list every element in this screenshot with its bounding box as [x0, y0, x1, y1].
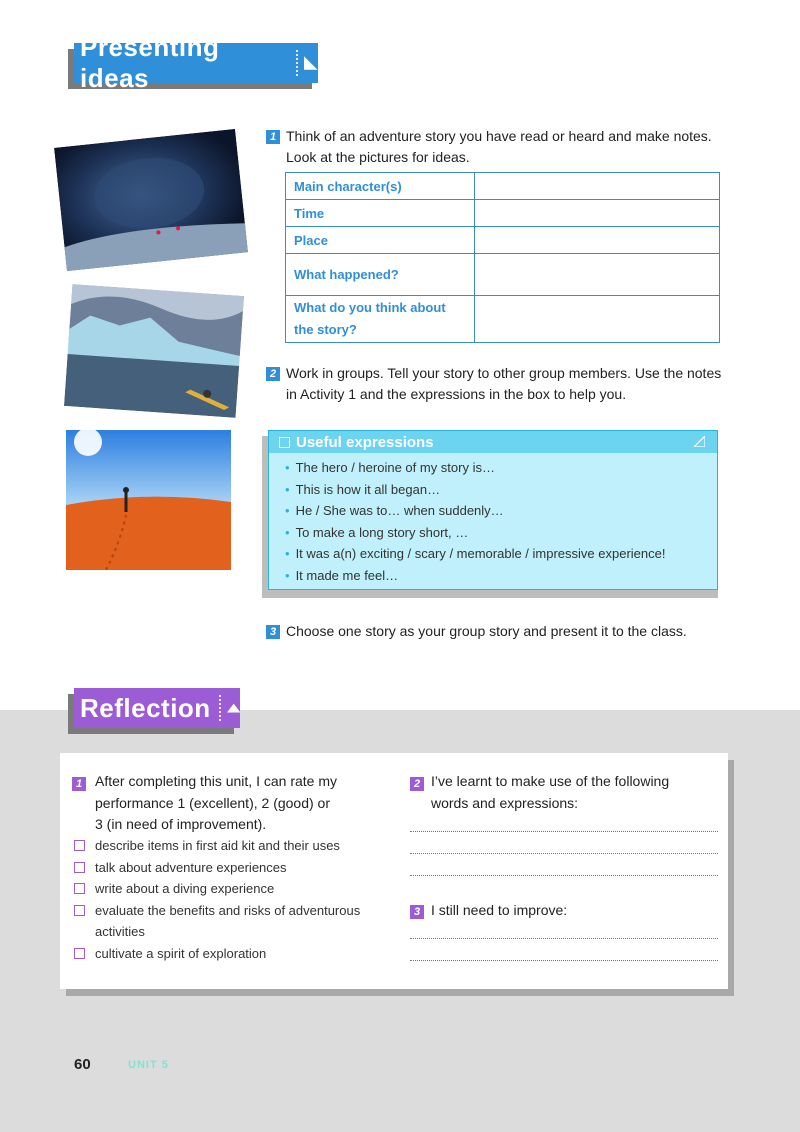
- useful-expressions-header: [269, 431, 717, 453]
- table-row: [286, 173, 720, 200]
- checkbox[interactable]: [74, 840, 85, 851]
- row-label: Main character(s): [286, 173, 475, 200]
- reflection-banner: [74, 688, 240, 728]
- reflection-q3-number: 3: [410, 905, 424, 919]
- checklist-item[interactable]: cultivate a spirit of exploration: [74, 943, 394, 965]
- skills-checklist: [74, 835, 394, 964]
- reflection-q1-number: 1: [72, 777, 86, 791]
- answer-line[interactable]: [410, 875, 718, 876]
- expressions-list: [269, 457, 717, 586]
- list-item: • The hero / heroine of my story is…: [285, 460, 495, 475]
- reflection-q1-text: After completing this unit, I can rate my performance 1 (excellent), 2 (good) or 3 (in need of improvement).: [95, 773, 337, 832]
- answer-line[interactable]: [410, 831, 718, 832]
- checkbox[interactable]: [74, 948, 85, 959]
- desert-trekker-photo: [66, 430, 231, 570]
- activity-2-instructions: Work in groups. Tell your story to other group members. Use the notes in Activity 1 and the expressions in the box to help you.: [286, 365, 722, 402]
- list-item: • It was a(n) exciting / scary / memorable / impressive experience!: [285, 546, 666, 561]
- checkbox[interactable]: [74, 883, 85, 894]
- useful-expressions-box: [268, 430, 718, 590]
- checkbox[interactable]: [74, 905, 85, 916]
- checklist-item[interactable]: talk about adventure experiences: [74, 857, 394, 879]
- triangle-up-icon: [227, 702, 240, 714]
- useful-expressions-title: Useful expressions: [296, 433, 434, 451]
- table-row: [286, 227, 720, 254]
- activity-1-instructions: Think of an adventure story you have read or heard and make notes. Look at the pictures for ideas.: [286, 128, 712, 165]
- row-label: Time: [286, 200, 475, 227]
- reflection-card: [60, 753, 728, 989]
- answer-line[interactable]: [410, 853, 718, 854]
- list-item: • It made me feel…: [285, 567, 399, 583]
- row-label: Place: [286, 227, 475, 254]
- activity-2-number: 2: [266, 367, 280, 381]
- row-label: What do you think about the story?: [286, 296, 475, 343]
- activity-1-number: 1: [266, 130, 280, 144]
- corner-triangle-icon: [304, 56, 318, 70]
- notes-cell[interactable]: [475, 173, 720, 200]
- corner-triangle-icon: [694, 436, 705, 447]
- page-number: 60: [74, 1056, 91, 1073]
- reflection-q2-number: 2: [410, 777, 424, 791]
- notes-cell[interactable]: [475, 254, 720, 296]
- table-row: [286, 200, 720, 227]
- list-item: • This is how it all began…: [285, 481, 441, 497]
- list-item: • He / She was to… when suddenly…: [285, 503, 504, 518]
- section-title: Presenting ideas: [80, 32, 220, 93]
- section-title: Reflection: [80, 692, 211, 723]
- notes-cell[interactable]: [475, 296, 720, 343]
- notes-cell[interactable]: [475, 200, 720, 227]
- activity-3-number: 3: [266, 625, 280, 639]
- checklist-item[interactable]: write about a diving experience: [74, 878, 394, 900]
- table-row: [286, 254, 720, 296]
- presenting-ideas-banner: [74, 32, 318, 93]
- answer-line[interactable]: [410, 938, 718, 939]
- checklist-item-continued: activities: [95, 924, 145, 939]
- notes-cell[interactable]: [475, 227, 720, 254]
- glacier-kayak-photo: [64, 284, 244, 418]
- ice-cave-photo: [54, 129, 248, 271]
- answer-line[interactable]: [410, 960, 718, 961]
- activity-3-instructions: Choose one story as your group story and present it to the class.: [286, 623, 687, 639]
- square-icon: [279, 437, 290, 448]
- row-label: What happened?: [286, 254, 475, 296]
- reflection-q2-text: I’ve learnt to make use of the following words and expressions:: [431, 773, 670, 811]
- unit-label: UNIT 5: [128, 1059, 169, 1071]
- list-item: • To make a long story short, …: [285, 524, 469, 540]
- checklist-item[interactable]: evaluate the benefits and risks of adventurous: [74, 900, 394, 922]
- checkbox[interactable]: [74, 862, 85, 873]
- notes-table: [285, 172, 720, 343]
- reflection-q3-text: I still need to improve:: [431, 902, 568, 918]
- checklist-item[interactable]: describe items in first aid kit and their uses: [74, 835, 394, 857]
- table-row: [286, 296, 720, 343]
